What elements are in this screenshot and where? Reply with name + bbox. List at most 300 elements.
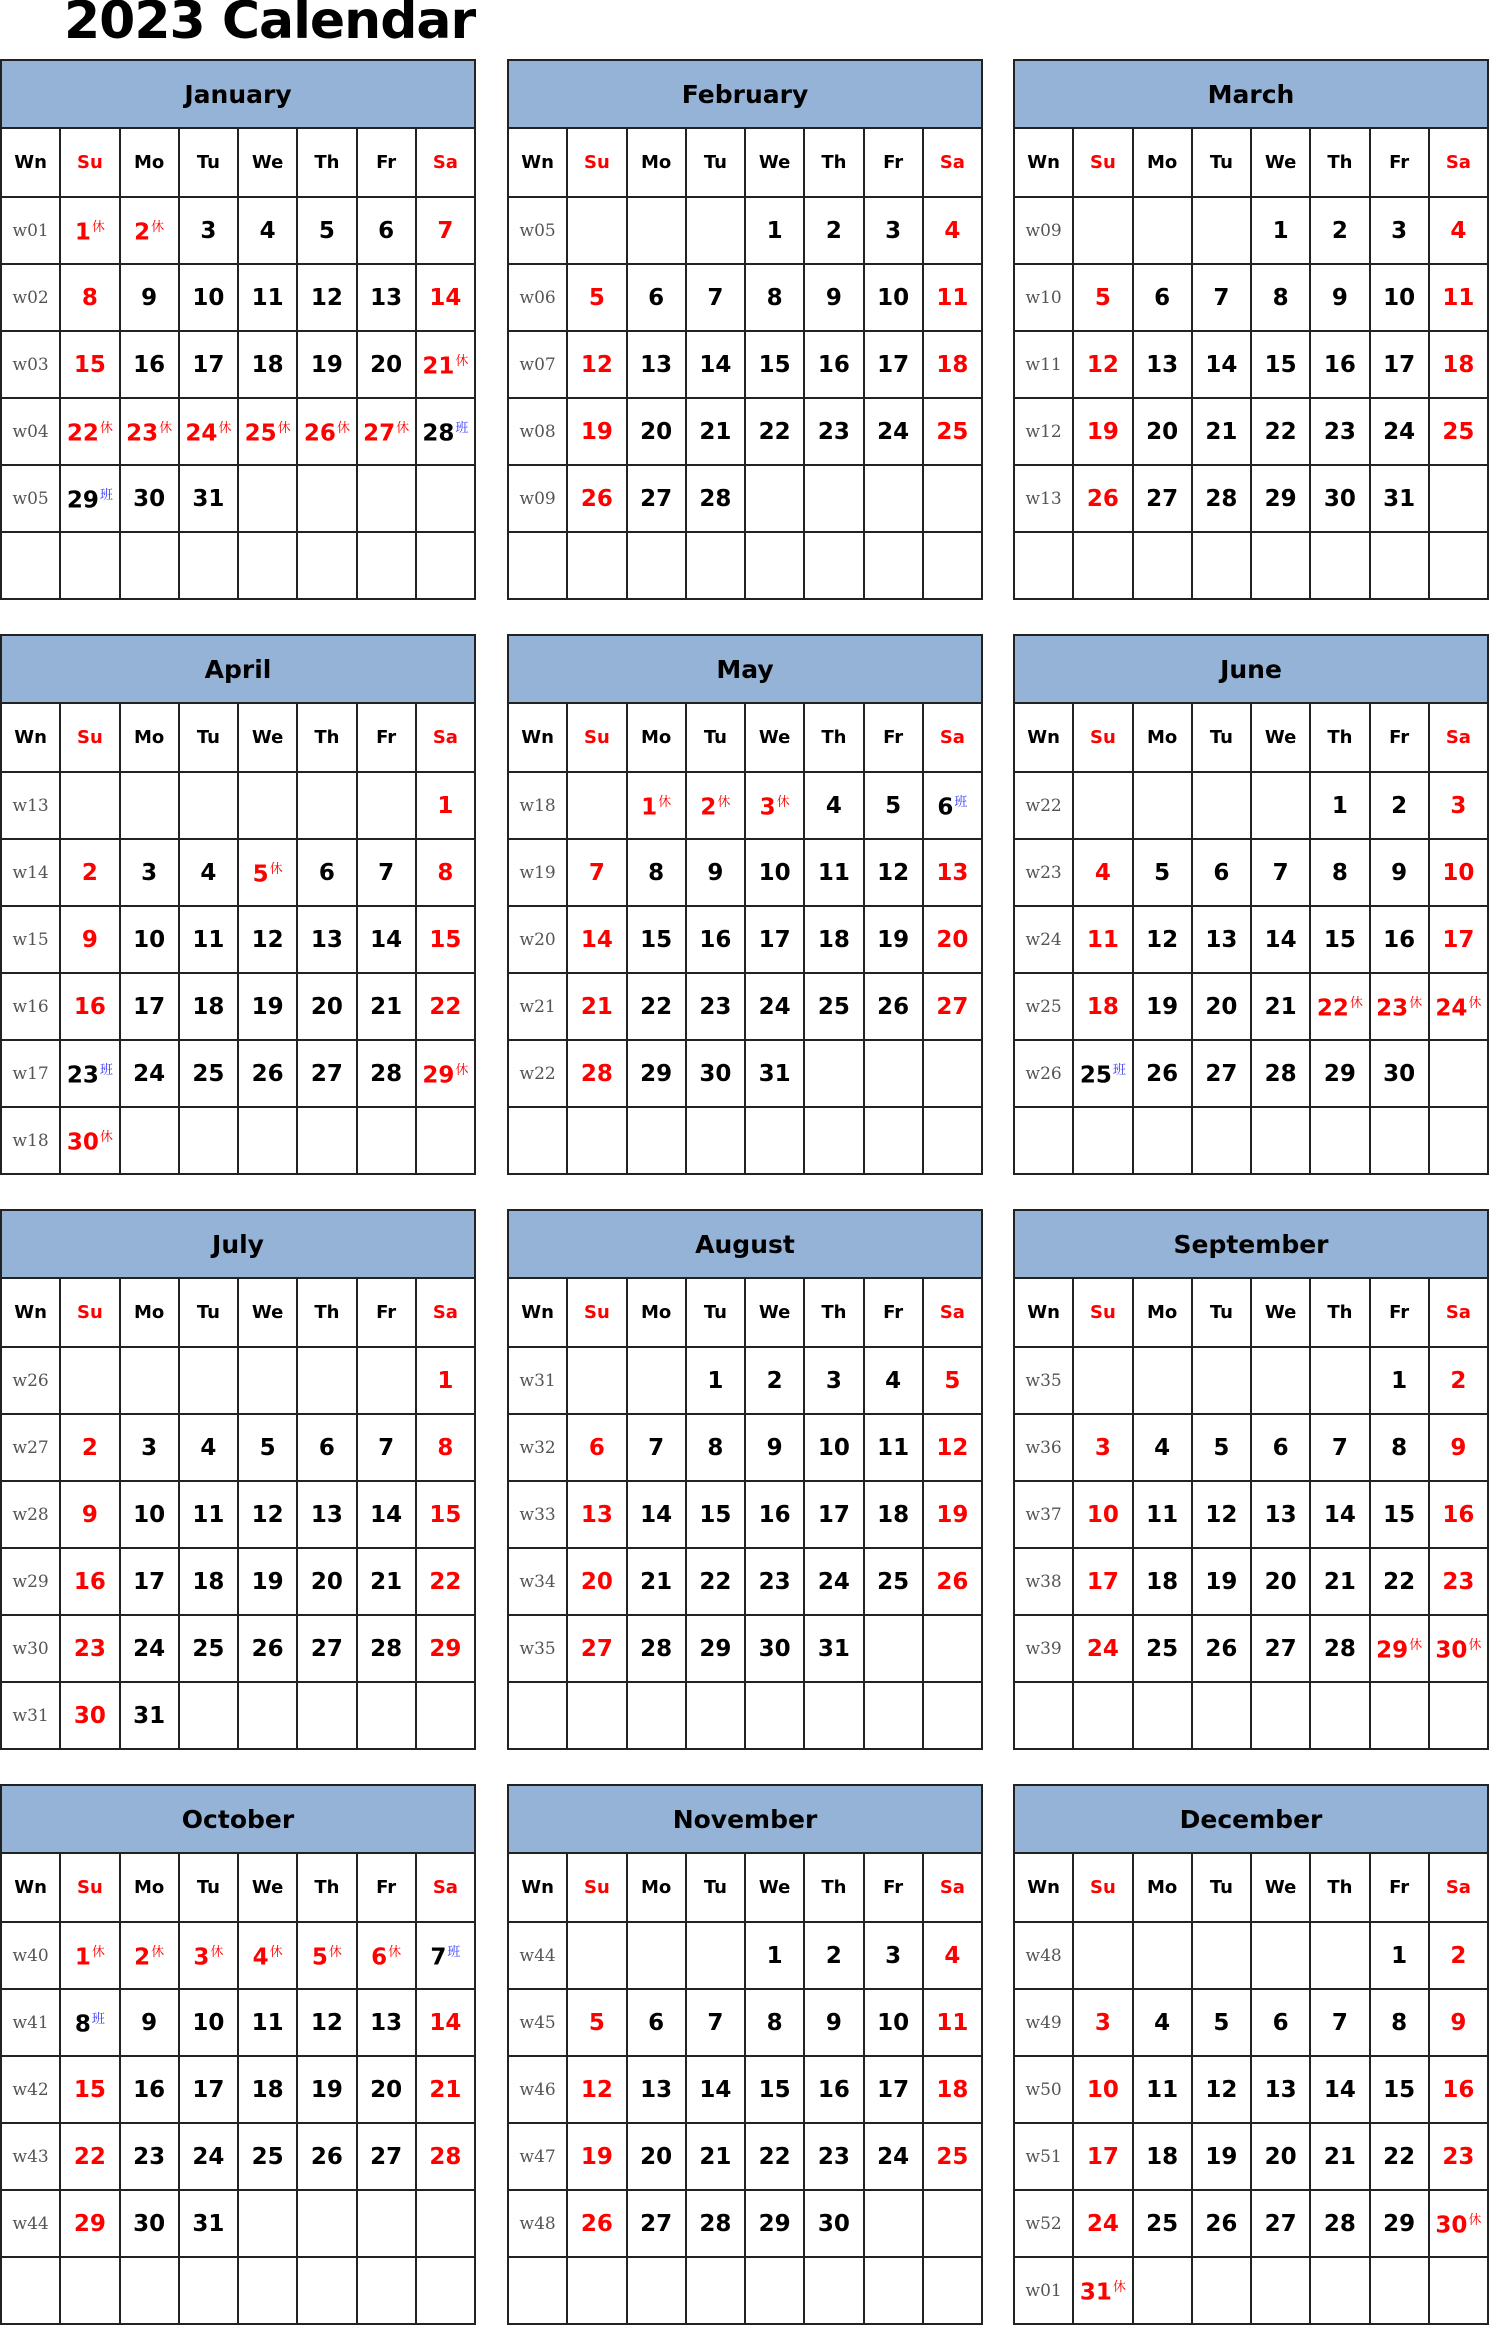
day-cell <box>1073 1347 1132 1414</box>
day-cell <box>1251 1548 1310 1615</box>
day-number: 8 <box>1391 1434 1408 1461</box>
day-number: 21 <box>422 353 455 380</box>
day-number: 18 <box>936 2076 969 2103</box>
week-row <box>1 772 475 839</box>
weekday-header: Su <box>1073 1278 1132 1347</box>
day-number: 11 <box>1146 1501 1179 1528</box>
day-cell <box>1133 1347 1192 1414</box>
day-number: 19 <box>1205 1568 1238 1595</box>
day-cell <box>686 1615 745 1682</box>
day-cell <box>1133 1615 1192 1682</box>
week-number: w25 <box>1014 973 1073 1040</box>
weekday-header: Wn <box>1014 703 1073 772</box>
day-cell <box>804 973 863 1040</box>
weekday-header: Fr <box>864 1853 923 1922</box>
day-cell <box>1133 906 1192 973</box>
day-cell <box>1251 197 1310 264</box>
day-number: 12 <box>580 351 613 378</box>
day-number: 20 <box>640 418 673 445</box>
day-cell <box>1192 2056 1251 2123</box>
week-row <box>1014 1989 1488 2056</box>
day-cell <box>1429 1481 1488 1548</box>
day-number: 12 <box>310 2009 343 2036</box>
week-row <box>1014 465 1488 532</box>
day-cell <box>745 1481 804 1548</box>
day-number: 7 <box>378 859 395 886</box>
day-number: 15 <box>1323 926 1356 953</box>
day-cell <box>686 772 745 839</box>
week-row <box>1 2257 475 2324</box>
day-number: 14 <box>429 284 462 311</box>
day-number: 3 <box>885 217 902 244</box>
day-number: 17 <box>1086 2143 1119 2170</box>
day-cell <box>1251 398 1310 465</box>
day-number: 10 <box>877 284 910 311</box>
day-cell <box>804 2190 863 2257</box>
weekday-header: Tu <box>179 1278 238 1347</box>
day-number: 8 <box>1391 2009 1408 2036</box>
day-number: 5 <box>259 1434 276 1461</box>
day-cell <box>60 973 119 1040</box>
day-cell <box>1370 1481 1429 1548</box>
month-table <box>0 1784 476 2325</box>
day-cell <box>297 906 356 973</box>
day-cell <box>60 1107 119 1174</box>
weekday-header: Tu <box>686 1853 745 1922</box>
day-cell <box>357 2257 416 2324</box>
day-number: 20 <box>310 1568 343 1595</box>
day-cell <box>1429 772 1488 839</box>
weekday-header: Fr <box>1370 703 1429 772</box>
day-number: 17 <box>817 1501 850 1528</box>
week-number: w48 <box>508 2190 567 2257</box>
workday-tag: 班 <box>447 1944 461 1960</box>
day-cell <box>1192 1481 1251 1548</box>
day-cell <box>864 1615 923 1682</box>
day-cell <box>1370 906 1429 973</box>
day-cell <box>1370 264 1429 331</box>
day-cell <box>627 772 686 839</box>
day-number: 4 <box>1450 217 1467 244</box>
day-number: 6 <box>648 2009 665 2036</box>
day-number: 10 <box>1383 284 1416 311</box>
day-cell <box>1429 1414 1488 1481</box>
day-cell <box>804 772 863 839</box>
day-cell <box>1370 465 1429 532</box>
week-number <box>1014 1682 1073 1749</box>
day-number: 13 <box>1146 351 1179 378</box>
day-cell <box>60 1548 119 1615</box>
month-name: April <box>1 635 475 703</box>
day-number: 22 <box>758 418 791 445</box>
day-number: 29 <box>1383 2210 1416 2237</box>
day-cell <box>120 1481 179 1548</box>
day-cell <box>864 1682 923 1749</box>
day-cell <box>179 973 238 1040</box>
week-row <box>1 1548 475 1615</box>
day-number: 31 <box>192 485 225 512</box>
day-number: 26 <box>251 1060 284 1087</box>
day-cell <box>1310 973 1369 1040</box>
day-cell <box>120 1347 179 1414</box>
day-cell <box>1073 906 1132 973</box>
day-cell <box>238 1347 297 1414</box>
weekday-header: Sa <box>1429 128 1488 197</box>
week-number: w50 <box>1014 2056 1073 2123</box>
week-row <box>1 398 475 465</box>
day-cell <box>1073 772 1132 839</box>
day-cell <box>923 906 982 973</box>
day-cell <box>923 772 982 839</box>
month-table <box>0 59 476 600</box>
day-cell <box>627 532 686 599</box>
day-cell <box>416 2190 475 2257</box>
weekday-header: Th <box>1310 128 1369 197</box>
day-number: 21 <box>699 2143 732 2170</box>
day-number: 6 <box>937 794 954 821</box>
week-row <box>508 1040 982 1107</box>
holiday-tag: 休 <box>99 1129 113 1145</box>
day-number: 7 <box>1272 859 1289 886</box>
day-number: 25 <box>192 1060 225 1087</box>
weekday-header: Sa <box>416 128 475 197</box>
day-cell <box>1310 1347 1369 1414</box>
week-number: w47 <box>508 2123 567 2190</box>
day-number: 7 <box>707 284 724 311</box>
week-number: w27 <box>1 1414 60 1481</box>
weekday-header: Wn <box>1 1278 60 1347</box>
day-cell <box>1073 197 1132 264</box>
day-cell <box>1370 973 1429 1040</box>
day-cell <box>238 906 297 973</box>
day-number: 10 <box>133 1501 166 1528</box>
week-number: w01 <box>1014 2257 1073 2324</box>
day-number: 11 <box>936 284 969 311</box>
day-cell <box>1133 1481 1192 1548</box>
week-number: w04 <box>1 398 60 465</box>
day-cell <box>923 2056 982 2123</box>
day-cell <box>1073 465 1132 532</box>
day-number: 3 <box>1450 792 1467 819</box>
day-cell <box>1192 2257 1251 2324</box>
day-cell <box>1370 398 1429 465</box>
weekday-header: Mo <box>120 1853 179 1922</box>
day-cell <box>627 973 686 1040</box>
day-cell <box>1192 465 1251 532</box>
day-cell <box>1429 2123 1488 2190</box>
day-cell <box>120 398 179 465</box>
day-number: 18 <box>192 993 225 1020</box>
day-number: 11 <box>817 859 850 886</box>
day-cell <box>238 1481 297 1548</box>
weekday-header: We <box>745 128 804 197</box>
day-number: 28 <box>1264 1060 1297 1087</box>
weekday-header: Tu <box>179 1853 238 1922</box>
week-row <box>1014 2056 1488 2123</box>
day-cell <box>297 1548 356 1615</box>
day-cell <box>745 1615 804 1682</box>
holiday-tag: 休 <box>151 1944 165 1960</box>
day-number: 24 <box>877 418 910 445</box>
day-number: 22 <box>429 1568 462 1595</box>
month-name: November <box>508 1785 982 1853</box>
day-cell <box>1429 973 1488 1040</box>
day-cell <box>1429 532 1488 599</box>
day-cell <box>1370 1548 1429 1615</box>
day-cell <box>238 839 297 906</box>
holiday-tag: 休 <box>1468 1637 1482 1653</box>
weekday-header: Wn <box>508 1278 567 1347</box>
weekday-header: Sa <box>923 128 982 197</box>
day-number: 19 <box>877 926 910 953</box>
day-number: 28 <box>640 1635 673 1662</box>
day-cell <box>567 331 626 398</box>
day-number: 7 <box>1331 1434 1348 1461</box>
day-number: 1 <box>74 219 91 246</box>
month-table <box>0 1209 476 1750</box>
day-number: 30 <box>1435 1637 1468 1664</box>
month-march <box>1013 59 1489 600</box>
day-number: 24 <box>1383 418 1416 445</box>
day-cell <box>297 331 356 398</box>
day-cell <box>297 1989 356 2056</box>
day-cell <box>120 772 179 839</box>
week-row <box>508 331 982 398</box>
day-number: 10 <box>192 2009 225 2036</box>
day-cell <box>1133 1414 1192 1481</box>
day-number: 18 <box>936 351 969 378</box>
day-number: 2 <box>81 1434 98 1461</box>
day-cell <box>745 1989 804 2056</box>
day-number: 21 <box>1323 2143 1356 2170</box>
weekday-header: Mo <box>120 1278 179 1347</box>
day-cell <box>297 1481 356 1548</box>
day-cell <box>864 1922 923 1989</box>
month-name: December <box>1014 1785 1488 1853</box>
day-cell <box>416 264 475 331</box>
day-cell <box>1251 973 1310 1040</box>
weekday-header: Th <box>297 703 356 772</box>
day-number: 30 <box>758 1635 791 1662</box>
month-table <box>507 1209 983 1750</box>
day-cell <box>238 2257 297 2324</box>
day-cell <box>120 1922 179 1989</box>
day-cell <box>60 839 119 906</box>
day-cell <box>1133 1682 1192 1749</box>
day-cell <box>357 1989 416 2056</box>
week-number: w41 <box>1 1989 60 2056</box>
day-number: 25 <box>244 420 277 447</box>
day-cell <box>1310 2056 1369 2123</box>
day-cell <box>745 465 804 532</box>
day-number: 9 <box>766 1434 783 1461</box>
day-number: 4 <box>944 1942 961 1969</box>
week-row <box>1 1040 475 1107</box>
weekday-header: We <box>1251 703 1310 772</box>
day-number: 26 <box>580 485 613 512</box>
holiday-tag: 休 <box>455 353 469 369</box>
day-cell <box>1073 839 1132 906</box>
day-number: 7 <box>1213 284 1230 311</box>
weekday-header: Fr <box>357 703 416 772</box>
day-cell <box>1251 2123 1310 2190</box>
weekday-header: Su <box>567 1278 626 1347</box>
day-number: 7 <box>588 859 605 886</box>
day-number: 21 <box>1264 993 1297 1020</box>
weekday-header: Wn <box>1 703 60 772</box>
day-cell <box>60 1682 119 1749</box>
day-number: 11 <box>192 1501 225 1528</box>
day-cell <box>567 839 626 906</box>
day-cell <box>864 1989 923 2056</box>
day-number: 17 <box>1086 1568 1119 1595</box>
day-cell <box>179 1347 238 1414</box>
week-row <box>508 1107 982 1174</box>
week-row <box>1014 1615 1488 1682</box>
day-number: 31 <box>1079 2279 1112 2306</box>
week-number: w03 <box>1 331 60 398</box>
day-number: 24 <box>133 1635 166 1662</box>
day-number: 28 <box>699 2210 732 2237</box>
day-cell <box>1310 331 1369 398</box>
month-september <box>1013 1209 1489 1750</box>
day-cell <box>179 1615 238 1682</box>
day-cell <box>686 465 745 532</box>
day-cell <box>804 331 863 398</box>
day-cell <box>745 906 804 973</box>
day-number: 13 <box>1264 2076 1297 2103</box>
week-row <box>1 532 475 599</box>
day-cell <box>567 1989 626 2056</box>
day-cell <box>745 398 804 465</box>
day-cell <box>1310 1922 1369 1989</box>
day-number: 15 <box>73 351 106 378</box>
day-cell <box>179 465 238 532</box>
day-number: 13 <box>310 926 343 953</box>
day-number: 12 <box>580 2076 613 2103</box>
day-number: 23 <box>126 420 159 447</box>
day-number: 26 <box>936 1568 969 1595</box>
day-cell <box>1310 1414 1369 1481</box>
month-november <box>507 1784 983 2325</box>
day-cell <box>923 2190 982 2257</box>
week-row <box>508 197 982 264</box>
weekday-header: Th <box>1310 1853 1369 1922</box>
day-number: 29 <box>66 487 99 514</box>
weekday-header: Mo <box>627 703 686 772</box>
day-number: 21 <box>429 2076 462 2103</box>
day-cell <box>357 1414 416 1481</box>
week-row <box>508 2257 982 2324</box>
month-table <box>507 59 983 600</box>
day-cell <box>923 264 982 331</box>
day-number: 20 <box>1146 418 1179 445</box>
day-number: 27 <box>1146 485 1179 512</box>
day-cell <box>804 264 863 331</box>
day-cell <box>357 2056 416 2123</box>
week-row <box>1 1989 475 2056</box>
day-cell <box>1192 1548 1251 1615</box>
week-row <box>508 2056 982 2123</box>
day-number: 15 <box>699 1501 732 1528</box>
day-number: 15 <box>640 926 673 953</box>
week-number: w09 <box>508 465 567 532</box>
day-number: 30 <box>133 2210 166 2237</box>
day-number: 12 <box>1086 351 1119 378</box>
day-cell <box>686 839 745 906</box>
day-cell <box>1370 839 1429 906</box>
day-cell <box>179 197 238 264</box>
day-cell <box>1429 906 1488 973</box>
week-number <box>508 532 567 599</box>
day-cell <box>60 1040 119 1107</box>
day-cell <box>1310 2190 1369 2257</box>
day-number: 2 <box>134 1944 151 1971</box>
day-number: 28 <box>370 1635 403 1662</box>
week-row <box>1014 331 1488 398</box>
day-cell <box>864 906 923 973</box>
weekday-header: We <box>238 703 297 772</box>
weekday-header: Su <box>60 128 119 197</box>
holiday-tag: 休 <box>277 420 291 436</box>
day-cell <box>297 532 356 599</box>
day-cell <box>1073 1040 1132 1107</box>
day-cell <box>1310 1481 1369 1548</box>
day-number: 30 <box>1383 1060 1416 1087</box>
day-number: 26 <box>580 2210 613 2237</box>
week-row <box>1 1481 475 1548</box>
weekday-header: Th <box>1310 1278 1369 1347</box>
day-cell <box>120 1615 179 1682</box>
week-row <box>508 1347 982 1414</box>
week-row <box>1014 1481 1488 1548</box>
day-number: 16 <box>133 2076 166 2103</box>
week-number: w07 <box>508 331 567 398</box>
day-cell <box>686 1347 745 1414</box>
week-row <box>1014 1548 1488 1615</box>
day-cell <box>179 1989 238 2056</box>
day-cell <box>567 532 626 599</box>
day-number: 7 <box>707 2009 724 2036</box>
day-number: 23 <box>133 2143 166 2170</box>
day-cell <box>804 839 863 906</box>
month-table <box>507 634 983 1175</box>
day-number: 15 <box>758 2076 791 2103</box>
day-cell <box>416 1922 475 1989</box>
day-number: 6 <box>318 859 335 886</box>
month-december <box>1013 1784 1489 2325</box>
day-cell <box>60 906 119 973</box>
weekday-header: We <box>745 1853 804 1922</box>
day-cell <box>1251 1989 1310 2056</box>
holiday-tag: 休 <box>269 1944 283 1960</box>
day-cell <box>804 1682 863 1749</box>
day-number: 5 <box>311 1944 328 1971</box>
day-cell <box>1073 1481 1132 1548</box>
day-cell <box>864 532 923 599</box>
day-cell <box>1251 839 1310 906</box>
day-cell <box>567 906 626 973</box>
month-august <box>507 1209 983 1750</box>
day-cell <box>357 331 416 398</box>
day-number: 11 <box>192 926 225 953</box>
day-number: 1 <box>437 792 454 819</box>
day-cell <box>627 2123 686 2190</box>
day-cell <box>179 2190 238 2257</box>
weekday-header: Tu <box>1192 1853 1251 1922</box>
month-name: October <box>1 1785 475 1853</box>
day-cell <box>923 973 982 1040</box>
